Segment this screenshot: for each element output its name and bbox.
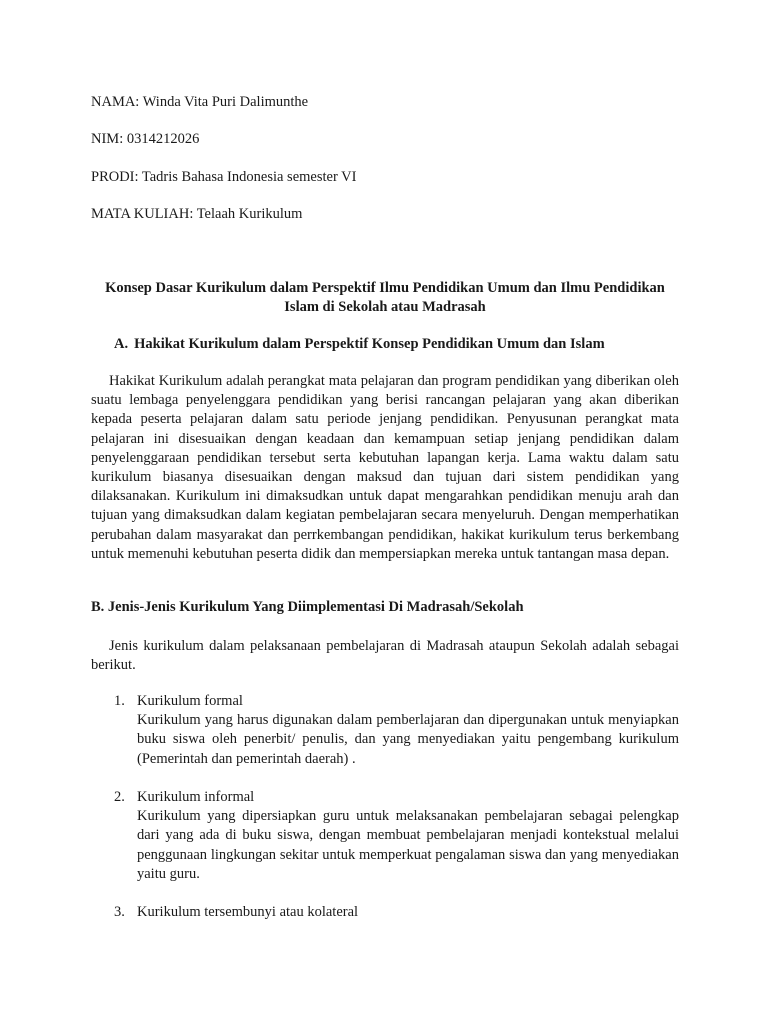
student-name: NAMA: Winda Vita Puri Dalimunthe xyxy=(91,94,309,110)
list-number: 3. xyxy=(114,904,125,920)
study-program: PRODI: Tadris Bahasa Indonesia semester VI xyxy=(91,169,357,185)
section-a-heading xyxy=(114,335,605,354)
course-name: MATA KULIAH: Telaah Kurikulum xyxy=(91,206,303,222)
list-item xyxy=(114,903,679,922)
section-a-heading-text: Hakikat Kurikulum dalam Perspektif Konsep Pendidikan Umum dan Islam xyxy=(134,336,605,352)
list-item-title: Kurikulum formal xyxy=(137,693,243,709)
list-item xyxy=(114,692,679,769)
section-b-heading: B. Jenis-Jenis Kurikulum Yang Diimplementasi Di Madrasah/Sekolah xyxy=(91,599,524,615)
list-number: 1. xyxy=(114,693,125,709)
section-a-paragraph: Hakikat Kurikulum adalah perangkat mata pelajaran dan program pendidikan yang diberikan oleh suatu lembaga penyelenggara pendidikan yang berisi rancangan pelajaran yang akan diberikan kepada peserta pelajaran dalam satu periode jenjang pendidikan. Penyusunan perangkat mata pelajaran ini disesuaikan dengan keadaan dan kemampuan setiap jenjang pendidikan dalam penyelenggaraan pendidikan tersebut serta kebutuhan lapangan kerja. Lama waktu dalam satu kurikulum biasanya disesuaikan dengan maksud dan tujuan dari sistem pendidikan yang dilaksanakan. Kurikulum ini dimaksudkan untuk dapat mengarahkan pendidikan menuju arah dan tujuan yang dimaksudkan dalam kegiatan pembelajaran secara menyeluruh. Dengan memperhatikan perubahan dalam masyarakat dan perrkembangan pendidikan, hakikat kurikulum terus berkembang untuk memenuhi kebutuhan peserta didik dan mempersiapkan mereka untuk tantangan masa depan. xyxy=(91,373,679,562)
document-title: Konsep Dasar Kurikulum dalam Perspektif Ilmu Pendidikan Umum dan Ilmu Pendidikan Islam di Sekolah atau Madrasah xyxy=(105,280,665,315)
section-b-intro: Jenis kurikulum dalam pelaksanaan pembelajaran di Madrasah ataupun Sekolah adalah sebagai berikut. xyxy=(91,638,679,674)
list-item xyxy=(114,788,679,884)
list-number: 2. xyxy=(114,789,125,805)
list-item-description: Kurikulum yang dipersiapkan guru untuk melaksanakan pembelajaran sebagai pelengkap dari yang ada di buku siswa, dengan membuat pembelajaran menjadi kontekstual melalui penggunaan lingkungan sekitar untuk memperkuat pengalaman siswa dan yang menyediakan yaitu guru. xyxy=(137,808,679,882)
list-item-title: Kurikulum informal xyxy=(137,789,255,805)
list-item-title: Kurikulum tersembunyi atau kolateral xyxy=(137,904,359,920)
student-nim: NIM: 0314212026 xyxy=(91,131,200,147)
section-a-letter: A. xyxy=(114,336,129,352)
list-item-description: Kurikulum yang harus digunakan dalam pemberlajaran dan dipergunakan untuk menyiapkan buku siswa oleh penerbit/ penulis, dan yang menyediakan yaitu pengembang kurikulum (Pemerintah dan pemerintah daerah) . xyxy=(137,712,679,767)
